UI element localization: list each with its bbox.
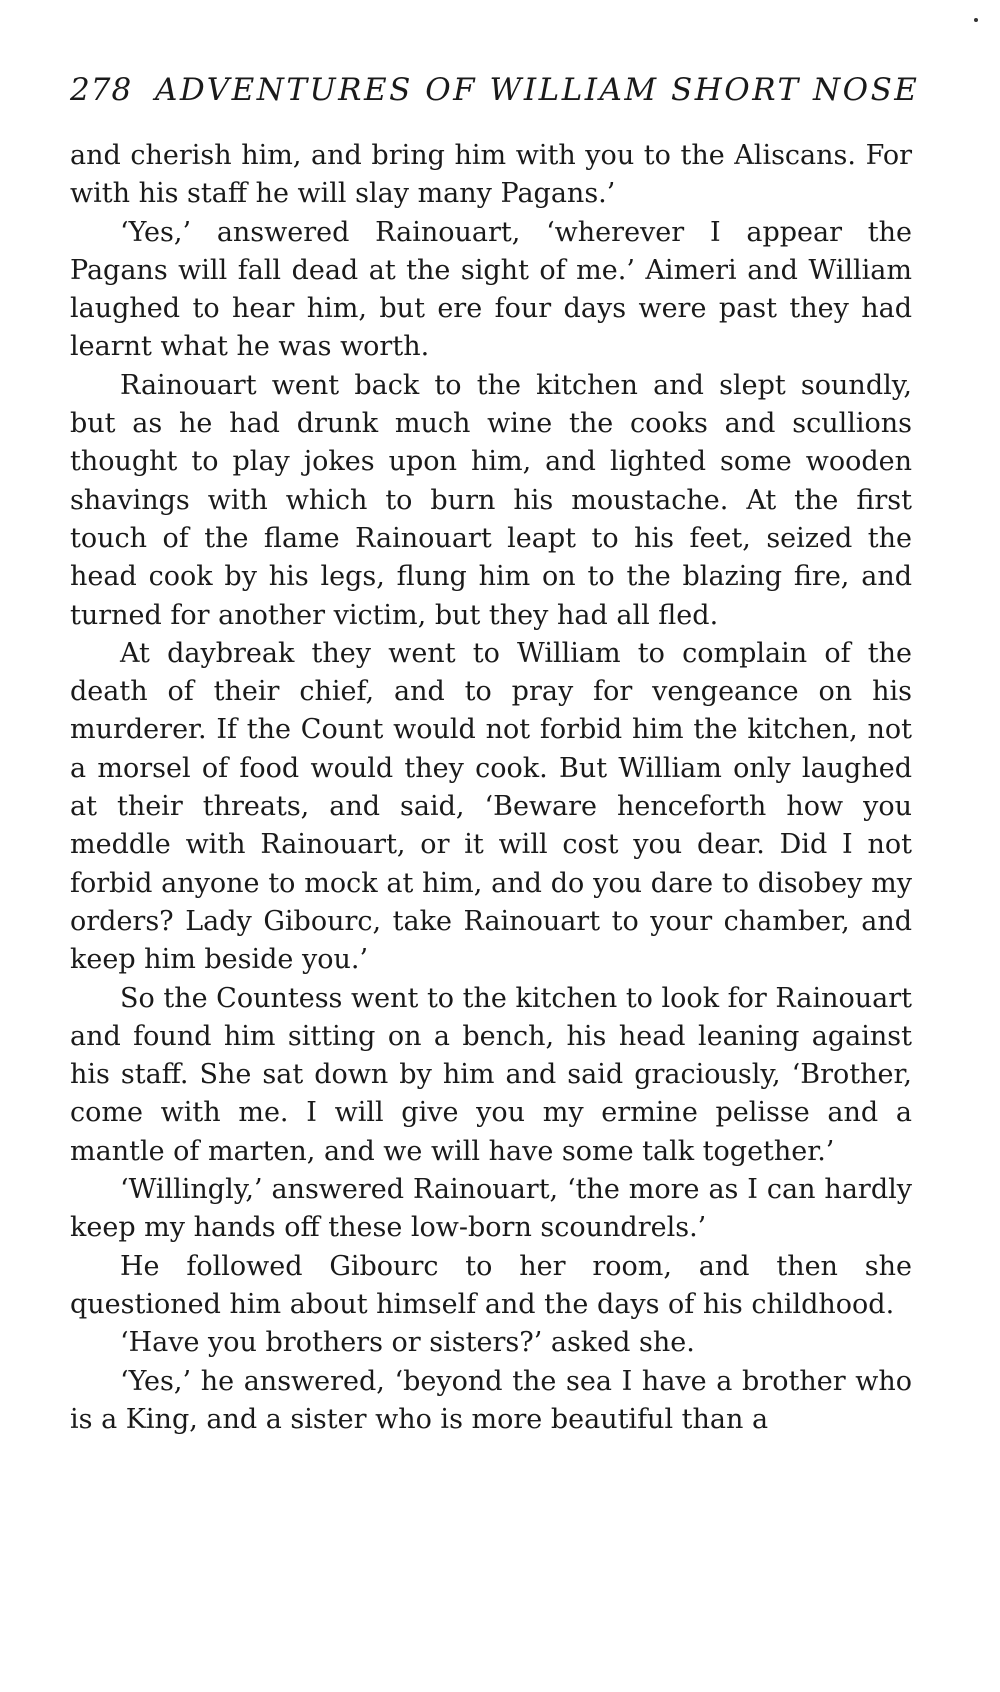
paragraph: At daybreak they went to William to complain of the death of their chief, and to pray for vengeance on his murderer. If the Count would not forbid him the kitchen, not a morsel of food would they cook. But William only laughed at their threats, and said, ‘Beware henceforth how you meddle with Rainouart, or it will cost you dear. Did I not forbid anyone to mock at him, and do you dare to disobey my orders? Lady Gibourc, take Rainouart to your chamber, and keep him beside you.’: [70, 637, 912, 976]
paragraph: and cherish him, and bring him with you to the Aliscans. For with his staff he will slay many Pagans.’: [70, 140, 912, 210]
page-number: 278: [70, 72, 133, 108]
body-text: [70, 137, 912, 1439]
paragraph: So the Countess went to the kitchen to look for Rainouart and found him sitting on a bench, his head leaning against his staff. She sat down by him and said graciously, ‘Brother, come with me. I will give you my ermine pelisse and a mantle of marten, and we will have some talk together.’: [70, 982, 912, 1167]
paragraph: Rainouart went back to the kitchen and slept soundly, but as he had drunk much wine the cooks and scullions thought to play jokes upon him, and lighted some wooden shavings with which to burn his moustache. At the first touch of the flame Rainouart leapt to his feet, seized the head cook by his legs, flung him on to the blazing fire, and turned for another victim, but they had all fled.: [70, 369, 912, 631]
running-header: [70, 72, 920, 108]
paragraph: ‘Yes,’ answered Rainouart, ‘wherever I appear the Pagans will fall dead at the sight of me.’ Aimeri and William laughed to hear him, but ere four days were past they had learnt what he was worth.: [70, 216, 912, 363]
print-speck: [974, 18, 978, 22]
paragraph: ‘Have you brothers or sisters?’ asked she.: [120, 1327, 695, 1359]
paragraph: ‘Yes,’ he answered, ‘beyond the sea I have a brother who is a King, and a sister who is more beautiful than a: [70, 1365, 912, 1435]
paragraph: He followed Gibourc to her room, and then she questioned him about himself and the days of his childhood.: [70, 1250, 912, 1320]
paragraph: ‘Willingly,’ answered Rainouart, ‘the more as I can hardly keep my hands off these low-born scoundrels.’: [70, 1174, 912, 1244]
running-title: ADVENTURES OF WILLIAM SHORT NOSE: [155, 72, 920, 108]
